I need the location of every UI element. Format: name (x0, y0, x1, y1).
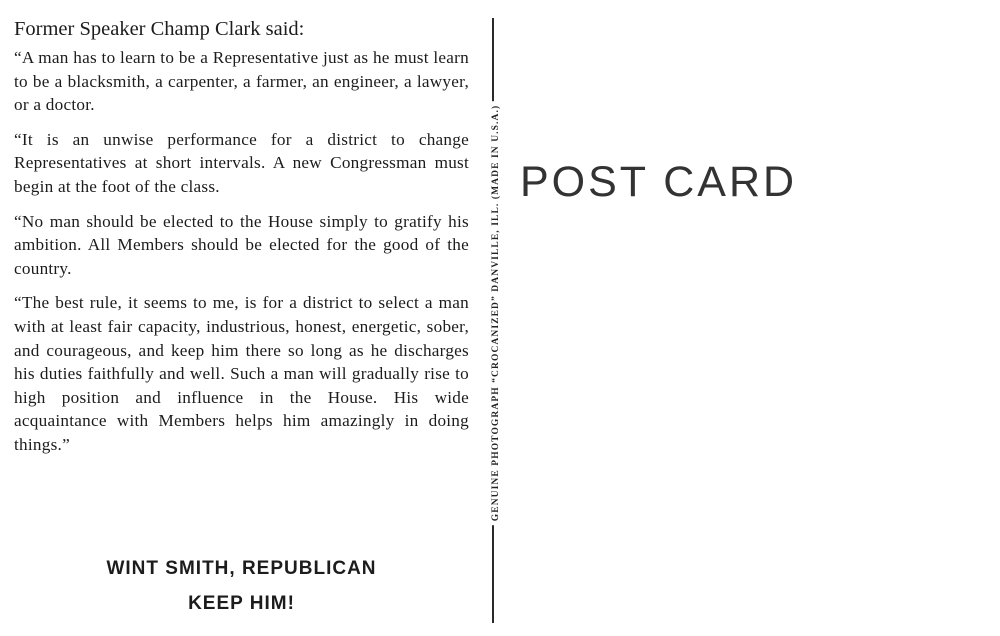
quote-paragraph-1: “A man has to learn to be a Representative just as he must learn to be a blacksmith, a carpenter, a farmer, an engineer, a lawyer, or a doctor. (14, 48, 469, 115)
quote-paragraph-3: “No man should be elected to the House simply to gratify his ambition. All Members should be elected for the good of the country. (14, 211, 469, 278)
quote-column (14, 16, 469, 468)
quote-paragraph-4: “The best rule, it seems to me, is for a district to select a man with at least fair capacity, industrious, honest, energetic, sober, and courageous, and keep him there so long as he discharges his duties faithfully and well. Such a man will gradually rise to high position and influence in the House. His wide acquaintance with Members helps him amazingly in doing things.” (14, 293, 469, 454)
post-card-title: POST CARD (520, 158, 798, 206)
quote-paragraph-2: “It is an unwise performance for a district to change Representatives at short intervals. A new Congressman must begin at the foot of the class. (14, 129, 469, 196)
candidate-signature: WINT SMITH, REPUBLICAN (106, 558, 377, 579)
campaign-slogan: KEEP HIM! (188, 593, 295, 614)
quote-heading: Former Speaker Champ Clark said: (14, 18, 305, 40)
publisher-imprint: GENUINE PHOTOGRAPH “CROCANIZED” DANVILLE, ILL. (MADE IN U.S.A.) (491, 101, 501, 525)
